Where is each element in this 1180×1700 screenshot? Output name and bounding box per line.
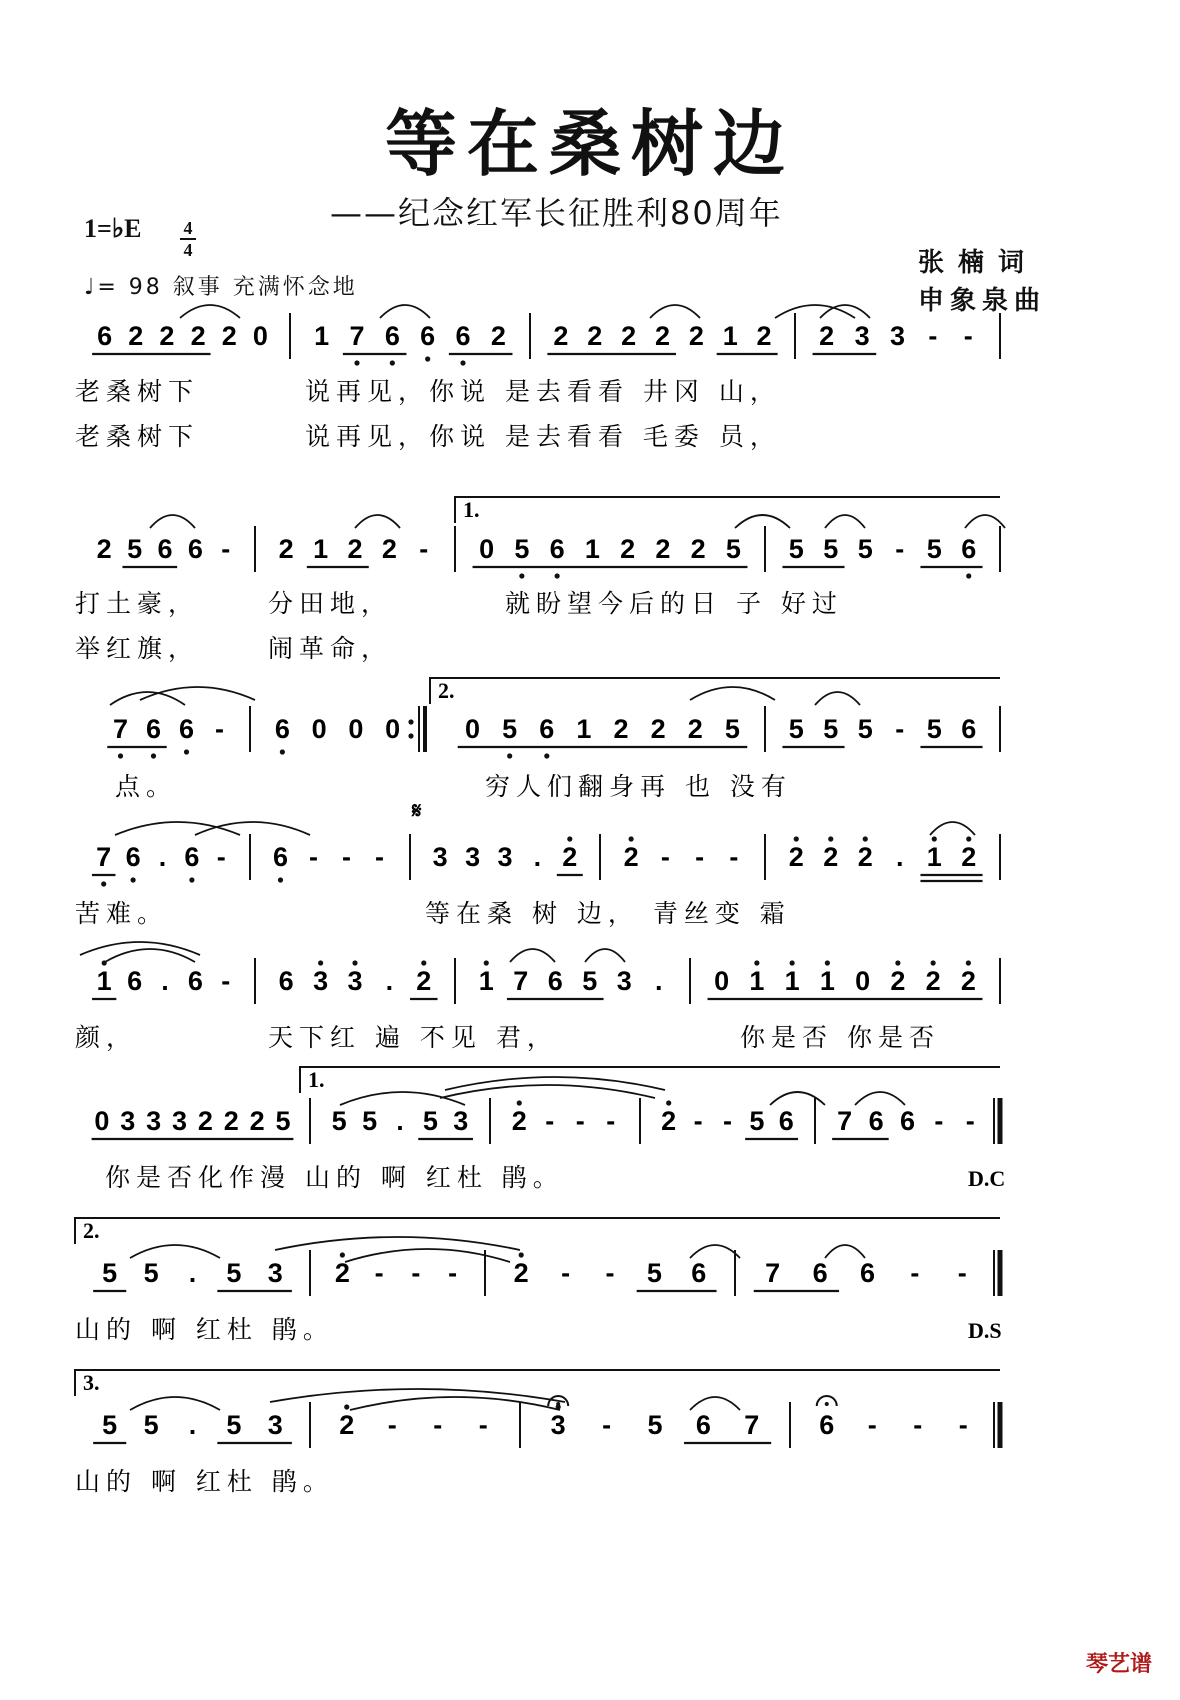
note: - [221, 534, 231, 564]
high-octave-dot [828, 836, 833, 841]
navigation-mark: D.C [968, 1166, 1006, 1191]
slur [690, 1397, 740, 1410]
fermata-dot [825, 1402, 829, 1406]
high-octave-dot [794, 836, 799, 841]
note: 6 [97, 321, 113, 351]
note: 2 [381, 534, 397, 564]
low-octave-dot [425, 356, 430, 361]
volta-bracket [75, 1218, 1000, 1244]
note: 2 [513, 1258, 529, 1288]
slur [735, 515, 790, 528]
note: 0 [385, 714, 401, 744]
note: 2 [823, 842, 839, 872]
high-octave-dot [754, 960, 759, 965]
note: 2 [553, 321, 569, 351]
note: - [867, 1410, 877, 1440]
high-octave-dot [484, 960, 489, 965]
note: 3 [616, 966, 632, 996]
note: - [934, 1106, 944, 1136]
note: 3 [120, 1106, 136, 1136]
slur [445, 1077, 665, 1090]
high-octave-dot [895, 960, 900, 965]
note: 5 [362, 1106, 378, 1136]
note: 7 [112, 714, 129, 744]
note: - [342, 842, 351, 872]
note: . [533, 842, 542, 872]
slur [340, 1092, 465, 1105]
note: - [910, 1258, 920, 1288]
note: 0 [465, 714, 481, 744]
note: - [309, 842, 318, 872]
high-octave-dot [629, 836, 634, 841]
high-octave-dot [421, 960, 426, 965]
note: - [895, 534, 905, 564]
low-octave-dot [118, 753, 123, 758]
note: - [957, 1258, 967, 1288]
note: 2 [620, 534, 636, 564]
note: 6 [961, 534, 977, 564]
note: 2 [128, 321, 144, 351]
note: 5 [127, 534, 143, 564]
note: 1 [478, 966, 494, 996]
time-bottom: 4 [183, 240, 193, 260]
note: 2 [613, 714, 629, 744]
high-octave-dot [519, 1252, 524, 1257]
note: - [216, 842, 226, 872]
volta-bracket [430, 678, 1000, 704]
note: 2 [221, 321, 237, 351]
lyric-line: 老桑树下 [75, 422, 200, 451]
note: 6 [691, 1258, 707, 1288]
slur [440, 1085, 655, 1098]
note: 5 [514, 534, 530, 564]
note: - [695, 842, 705, 872]
note: 2 [249, 1106, 265, 1136]
slur [690, 687, 775, 700]
lyric-line: 苦难。 [75, 899, 169, 928]
slur [350, 1397, 560, 1410]
low-octave-dot [278, 877, 283, 882]
low-octave-dot [151, 753, 156, 758]
fermata-dot [556, 1402, 560, 1406]
lyric-line: 分田地， [268, 589, 393, 618]
note: - [419, 534, 429, 564]
lyric-line: 你是否化作漫 山的 啊 红杜 鹃。 [105, 1163, 564, 1192]
slur [930, 822, 975, 835]
high-octave-dot [666, 1100, 671, 1105]
high-octave-dot [932, 836, 937, 841]
lyric-line: 等在桑 树 边， 青丝变 霜 [425, 899, 791, 928]
note: 7 [96, 842, 112, 872]
note: 5 [788, 534, 804, 564]
note: 5 [582, 966, 598, 996]
note: 3 [854, 321, 870, 351]
note: 6 [812, 1258, 828, 1288]
slur [815, 692, 860, 705]
high-octave-dot [318, 960, 323, 965]
note: 6 [125, 842, 141, 872]
lyric-line: 穷人们翻身再 也 没有 [485, 772, 792, 801]
note: 5 [143, 1258, 159, 1288]
lyric-line: 打土豪， [75, 589, 200, 618]
slur [80, 942, 200, 955]
note: 6 [278, 966, 294, 996]
note: - [545, 1106, 555, 1136]
note: - [375, 842, 384, 872]
note: - [928, 321, 938, 351]
note: 2 [925, 966, 941, 996]
tempo-marking: ♩= 98 叙事 充满怀念地 [84, 275, 358, 300]
note: - [963, 321, 973, 351]
note: 2 [159, 321, 175, 351]
lyric-line: 举红旗， [75, 634, 200, 663]
high-octave-dot [825, 960, 830, 965]
note: 5 [724, 714, 740, 744]
note: 5 [788, 714, 804, 744]
lyric-line: 天下红 遍 不见 君， [268, 1023, 558, 1052]
note: 6 [272, 842, 289, 872]
note: 5 [646, 1258, 662, 1288]
note: 5 [275, 1106, 291, 1136]
note: 6 [384, 321, 400, 351]
volta-label: 2. [83, 1218, 100, 1243]
note: - [660, 842, 670, 872]
slur [270, 1389, 565, 1402]
note: - [221, 966, 231, 996]
lyric-line: 说再见，你说 是去看看 井冈 山， [305, 377, 781, 406]
note: 6 [961, 714, 977, 744]
slur [690, 1245, 740, 1258]
note: 6 [187, 966, 203, 996]
note: 5 [823, 534, 839, 564]
note: 5 [857, 534, 873, 564]
note: 2 [961, 842, 977, 872]
note: 0 [94, 1106, 110, 1136]
song-subtitle: ——纪念红军长征胜利80周年 [330, 194, 783, 232]
note: . [654, 966, 663, 996]
note: 2 [890, 966, 906, 996]
low-octave-dot [184, 749, 189, 754]
note: 5 [502, 714, 518, 744]
note: 2 [960, 966, 976, 996]
note: 2 [788, 842, 804, 872]
note: 6 [187, 534, 203, 564]
note: 3 [267, 1258, 283, 1288]
slur [825, 1245, 865, 1258]
note: 6 [778, 1106, 794, 1136]
note: 0 [252, 321, 268, 351]
note: 5 [331, 1106, 347, 1136]
note: 2 [650, 714, 666, 744]
note: 6 [274, 714, 290, 744]
note: 6 [420, 321, 436, 351]
volta-bracket [300, 1067, 1000, 1093]
song-title: 等在桑树边 [384, 101, 795, 186]
note: 6 [899, 1106, 916, 1136]
volta-label: 1. [308, 1067, 325, 1092]
note: 6 [455, 321, 471, 351]
note: 3 [453, 1106, 469, 1136]
slur [855, 1092, 905, 1105]
slur [770, 1092, 825, 1105]
note: 7 [513, 966, 529, 996]
note: 5 [226, 1258, 242, 1288]
volta-bracket [455, 497, 1000, 523]
note: 2 [654, 321, 671, 351]
slur [110, 692, 185, 705]
note: - [965, 1106, 975, 1136]
volta-label: 3. [83, 1370, 100, 1395]
note: 1 [784, 966, 800, 996]
note: - [958, 1410, 968, 1440]
note: 2 [511, 1106, 527, 1136]
note: . [895, 842, 904, 872]
note: 5 [102, 1410, 118, 1440]
lyric-line: 点。 [115, 772, 178, 801]
note: - [215, 714, 224, 744]
note: 2 [190, 321, 206, 351]
slur [510, 949, 555, 962]
lyric-line: 说再见，你说 是去看看 毛委 员， [305, 422, 781, 451]
note: 2 [562, 842, 578, 872]
volta-label: 2. [438, 678, 455, 703]
note: 2 [819, 321, 835, 351]
slur [130, 1397, 220, 1410]
note: 2 [197, 1106, 213, 1136]
note: 2 [688, 321, 704, 351]
low-octave-dot [101, 881, 106, 886]
note: 2 [334, 1258, 350, 1288]
key-signature: 1=♭E [84, 214, 142, 243]
note: - [729, 842, 739, 872]
lyric-line: 山的 啊 红杜 鹃。 [75, 1315, 334, 1344]
high-octave-dot [966, 836, 971, 841]
note: 3 [497, 842, 513, 872]
note: - [575, 1106, 585, 1136]
note: 6 [157, 534, 173, 564]
note: 1 [576, 714, 592, 744]
note: 2 [416, 966, 432, 996]
note: 2 [223, 1106, 239, 1136]
note: - [478, 1410, 488, 1440]
lyricist-credit: 张楠词 [918, 248, 1039, 278]
note: 6 [859, 1258, 876, 1288]
high-octave-dot [863, 836, 868, 841]
slur [105, 949, 195, 962]
note: 1 [722, 321, 738, 351]
note: 3 [550, 1410, 566, 1440]
note: . [385, 966, 394, 996]
note: 5 [823, 714, 839, 744]
low-octave-dot [460, 360, 465, 365]
note: 1 [584, 534, 600, 564]
slur [775, 305, 855, 318]
note: 2 [587, 321, 603, 351]
note: 2 [278, 534, 294, 564]
watermark-logo: 琴艺谱 [1085, 1652, 1152, 1677]
note: 3 [432, 842, 448, 872]
volta-bracket [75, 1370, 1000, 1396]
slur [180, 305, 240, 318]
low-octave-dot [507, 753, 512, 758]
note: 3 [267, 1410, 283, 1440]
high-octave-dot [340, 1252, 345, 1257]
lyric-line: 山的 啊 红杜 鹃。 [75, 1467, 334, 1496]
note: 2 [687, 714, 703, 744]
low-octave-dot [280, 749, 285, 754]
note: 5 [226, 1410, 242, 1440]
note: 7 [349, 321, 365, 351]
repeat-dot [408, 733, 413, 738]
note: 5 [926, 534, 942, 564]
note: 2 [623, 842, 639, 872]
note: 5 [857, 714, 873, 744]
note: 1 [313, 534, 329, 564]
slur [650, 305, 700, 318]
note: - [606, 1106, 616, 1136]
note: 1 [926, 842, 942, 872]
note: 5 [647, 1410, 663, 1440]
slur [825, 515, 865, 528]
note: 3 [347, 966, 363, 996]
note: 1 [819, 966, 835, 996]
note: 3 [172, 1106, 188, 1136]
note: 6 [178, 714, 195, 744]
note: 5 [422, 1106, 438, 1136]
low-octave-dot [189, 877, 194, 882]
segno-icon: 𝄋 [412, 798, 422, 823]
slur [140, 687, 255, 700]
lyric-line: 闹革命， [268, 634, 393, 663]
note: 6 [145, 714, 162, 744]
note: 7 [837, 1106, 853, 1136]
note: 2 [756, 321, 772, 351]
note: . [161, 966, 169, 996]
note: - [387, 1410, 397, 1440]
slur [380, 305, 430, 318]
note: 5 [102, 1258, 118, 1288]
note: 5 [926, 714, 942, 744]
note: - [448, 1258, 458, 1288]
slur [115, 822, 240, 835]
note: 2 [690, 534, 706, 564]
note: - [605, 1258, 615, 1288]
note: - [913, 1410, 923, 1440]
note: 0 [311, 714, 327, 744]
note: 2 [661, 1106, 677, 1136]
note: 6 [868, 1106, 884, 1136]
note: . [188, 1410, 197, 1440]
note: - [433, 1410, 443, 1440]
low-octave-dot [354, 360, 359, 365]
note: 6 [819, 1410, 835, 1440]
note: 0 [714, 966, 730, 996]
high-octave-dot [517, 1100, 522, 1105]
slur [195, 822, 310, 835]
note: 2 [655, 534, 671, 564]
slur [150, 515, 195, 528]
high-octave-dot [931, 960, 936, 965]
note: - [693, 1106, 703, 1136]
note: 2 [339, 1410, 355, 1440]
lyric-line: 你是否 你是否 [740, 1023, 940, 1052]
note: . [188, 1258, 197, 1288]
note: 3 [889, 321, 906, 351]
note: 0 [348, 714, 364, 744]
note: 6 [539, 714, 555, 744]
note: - [561, 1258, 571, 1288]
repeat-dot [408, 719, 413, 724]
note: - [895, 714, 905, 744]
note: 5 [749, 1106, 765, 1136]
lyric-line: 老桑树下 [75, 377, 200, 406]
note: 6 [549, 534, 565, 564]
note: 3 [146, 1106, 162, 1136]
high-octave-dot [790, 960, 795, 965]
low-octave-dot [555, 573, 560, 578]
note: 0 [479, 534, 495, 564]
high-octave-dot [344, 1404, 349, 1409]
note: 2 [490, 321, 506, 351]
note: 7 [744, 1410, 760, 1440]
low-octave-dot [131, 877, 136, 882]
low-octave-dot [519, 573, 524, 578]
composer-credit: 申象泉曲 [918, 286, 1047, 316]
note: . [396, 1106, 404, 1136]
slur [130, 1245, 220, 1258]
note: 3 [313, 966, 329, 996]
high-octave-dot [966, 960, 971, 965]
note: 2 [621, 321, 637, 351]
slur [355, 515, 400, 528]
note: - [602, 1410, 612, 1440]
note: 1 [749, 966, 765, 996]
note: 6 [184, 842, 200, 872]
note: 6 [127, 966, 143, 996]
note: 2 [96, 534, 112, 564]
note: 3 [465, 842, 481, 872]
note: 5 [725, 534, 741, 564]
slur [585, 949, 625, 962]
lyric-line: 就盼望今后的日 子 好过 [505, 589, 843, 618]
note: 6 [547, 966, 563, 996]
note: 2 [857, 842, 873, 872]
low-octave-dot [966, 573, 971, 578]
low-octave-dot [544, 753, 549, 758]
note: 1 [96, 966, 112, 996]
note: - [374, 1258, 384, 1288]
high-octave-dot [567, 836, 572, 841]
note: 2 [347, 534, 363, 564]
navigation-mark: D.S [968, 1318, 1002, 1343]
note: 5 [143, 1410, 159, 1440]
note: 7 [765, 1258, 781, 1288]
note: 6 [695, 1410, 711, 1440]
note: 0 [855, 966, 871, 996]
volta-label: 1. [463, 497, 480, 522]
time-top: 4 [183, 218, 193, 238]
note: - [411, 1258, 421, 1288]
low-octave-dot [390, 360, 395, 365]
lyric-line: 颜， [75, 1023, 138, 1052]
high-octave-dot [352, 960, 357, 965]
note: . [158, 842, 167, 872]
note: 1 [314, 321, 330, 351]
slur [275, 1237, 520, 1250]
note: - [723, 1106, 732, 1136]
